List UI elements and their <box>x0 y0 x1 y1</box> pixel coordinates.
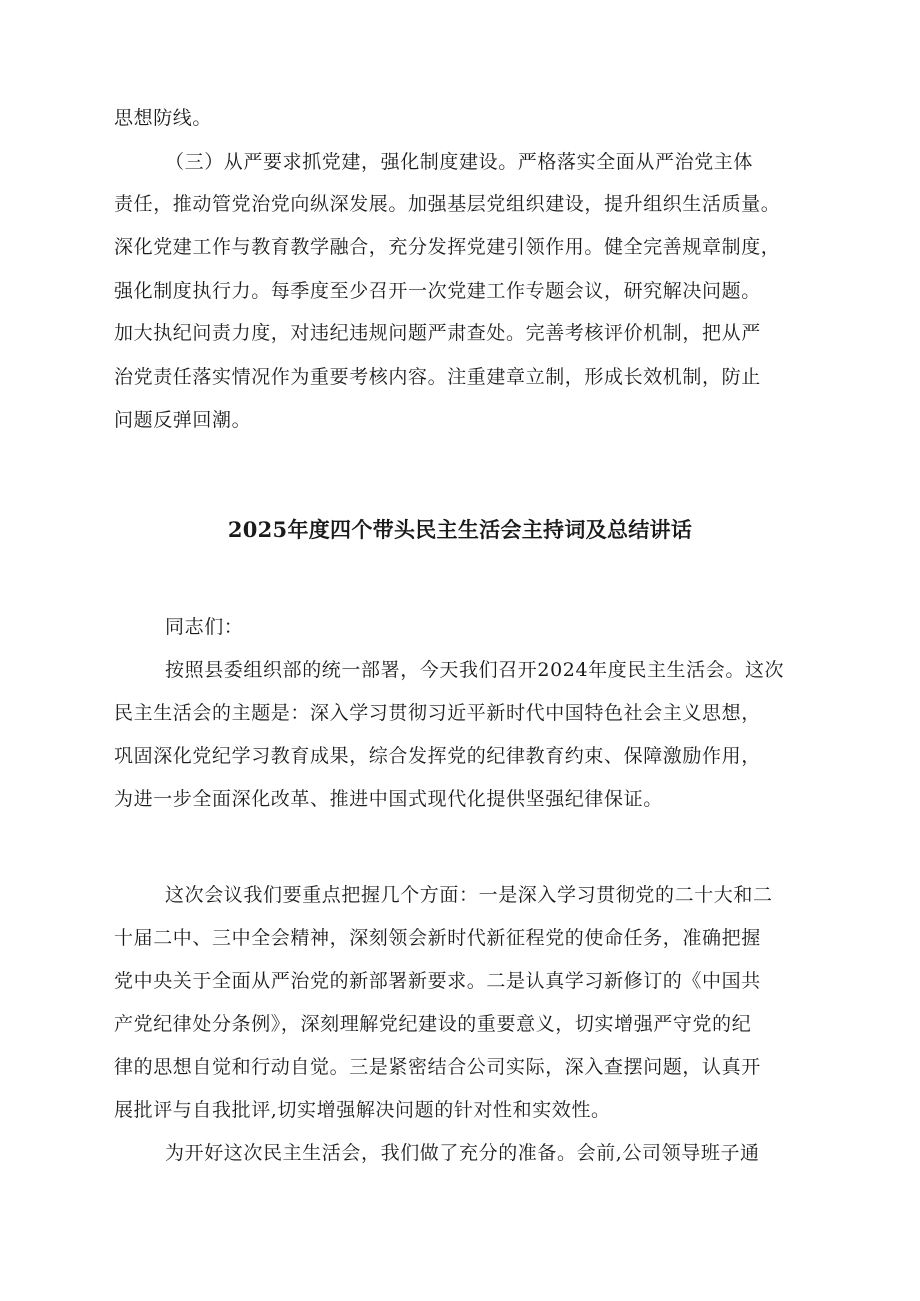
text-line: 强化制度执行力。每季度至少召开一次党建工作专题会议，研究解决问题。 <box>114 280 761 302</box>
text-line: 治党责任落实情况作为重要考核内容。注重建章立制，形成长效机制，防止 <box>114 366 761 388</box>
greeting: 同志们： <box>165 616 244 638</box>
text-line: 十届二中、三中全会精神，深刻领会新时代新征程党的使命任务，准确把握 <box>114 927 761 949</box>
text-line: 巩固深化党纪学习教育成果，综合发挥党的纪律教育约束、保障激励作用， <box>114 745 761 767</box>
text-line: 民主生活会的主题是：深入学习贯彻习近平新时代中国特色社会主义思想， <box>114 702 761 724</box>
text-line: 展批评与自我批评,切实增强解决问题的针对性和实效性。 <box>114 1099 611 1121</box>
text-line: 责任，推动管党治党向纵深发展。加强基层党组织建设，提升组织生活质量。 <box>114 193 781 215</box>
text-line: 这次会议我们要重点把握几个方面：一是深入学习贯彻党的二十大和二 <box>165 884 773 906</box>
text-line: 思想防线。 <box>114 107 213 129</box>
document-title: 2025年度四个带头民主生活会主持词及总结讲话 <box>227 517 693 542</box>
text-line: （三）从严要求抓党建，强化制度建设。严格落实全面从严治党主体 <box>165 151 754 173</box>
text-line: 为进一步全面深化改革、推进中国式现代化提供坚强纪律保证。 <box>114 788 663 810</box>
text-line: 律的思想自觉和行动自觉。三是紧密结合公司实际，深入查摆问题，认真开 <box>114 1056 761 1078</box>
text-line: 按照县委组织部的统一部署，今天我们召开2024年度民主生活会。这次 <box>165 659 785 681</box>
text-line: 为开好这次民主生活会，我们做了充分的准备。会前,公司领导班子通 <box>165 1142 760 1164</box>
text-line: 深化党建工作与教育教学融合，充分发挥党建引领作用。健全完善规章制度， <box>114 236 781 258</box>
text-line: 产党纪律处分条例》，深刻理解党纪建设的重要意义，切实增强严守党的纪 <box>114 1013 752 1035</box>
text-line: 问题反弹回潮。 <box>114 409 252 431</box>
text-line: 党中央关于全面从严治党的新部署新要求。二是认真学习新修订的《中国共 <box>114 970 761 992</box>
text-line: 加大执纪问责力度，对违纪违规问题严肃查处。完善考核评价机制，把从严 <box>114 322 761 344</box>
